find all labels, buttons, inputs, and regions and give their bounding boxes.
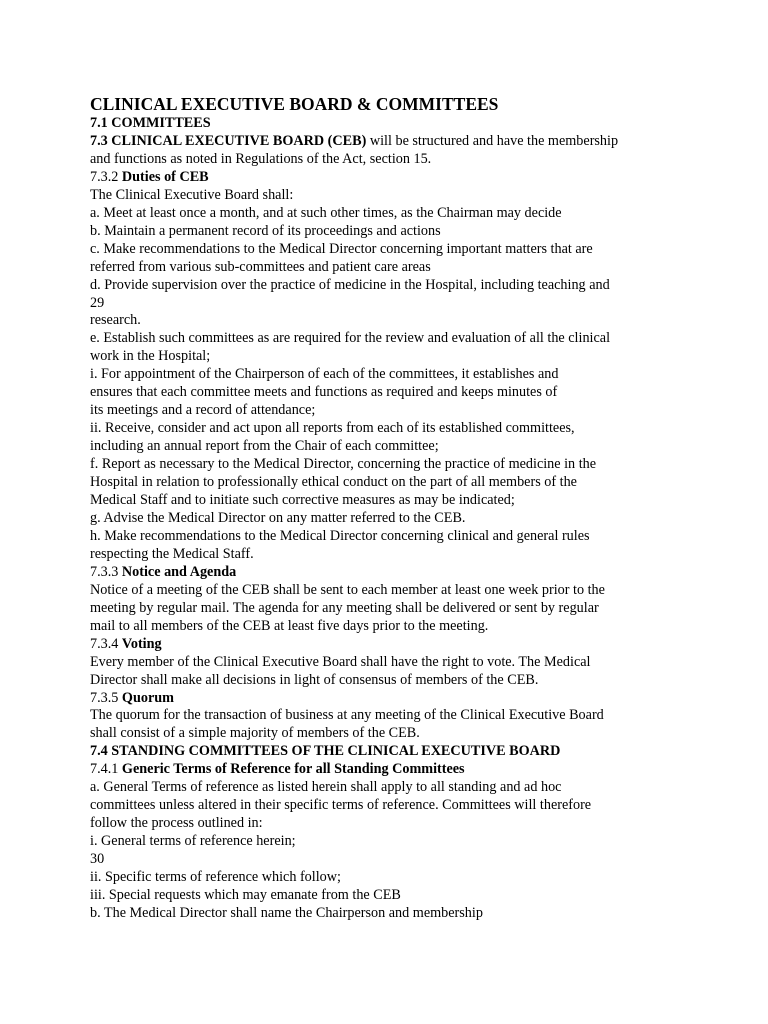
text-line xyxy=(90,833,730,851)
text-line xyxy=(90,474,730,492)
text-line xyxy=(90,456,730,474)
line-text: a. Meet at least once a month, and at such other times, as the Chairman may decide xyxy=(90,204,562,221)
text-line xyxy=(90,546,730,564)
line-text: Notice of a meeting of the CEB shall be sent to each member at least one week prior to the xyxy=(90,581,605,598)
line-text: e. Establish such committees as are required for the review and evaluation of all the clinical xyxy=(90,330,611,347)
text-line xyxy=(90,187,730,205)
text-line xyxy=(90,295,730,313)
section-heading-line xyxy=(90,169,730,187)
line-text: b. The Medical Director shall name the Chairperson and membership xyxy=(90,904,483,921)
bold-heading: 7.3 CLINICAL EXECUTIVE BOARD (CEB) xyxy=(90,132,367,149)
line-text: Every member of the Clinical Executive Board shall have the right to vote. The Medical xyxy=(90,653,591,670)
line-text: a. General Terms of reference as listed herein shall apply to all standing and ad hoc xyxy=(90,779,562,796)
text-line xyxy=(90,241,730,259)
text-line xyxy=(90,438,730,456)
line-text: g. Advise the Medical Director on any matter referred to the CEB. xyxy=(90,509,466,526)
section-heading-line xyxy=(90,761,730,779)
line-text: follow the process outlined in: xyxy=(90,815,263,832)
line-text: committees unless altered in their specific terms of reference. Committees will therefore xyxy=(90,797,592,814)
text-line xyxy=(90,259,730,277)
line-text: ii. Receive, consider and act upon all reports from each of its established committees, xyxy=(90,420,575,437)
text-line xyxy=(90,672,730,690)
text-line xyxy=(90,905,730,923)
text-line xyxy=(90,600,730,618)
text-line xyxy=(90,151,730,169)
text-line xyxy=(90,887,730,905)
line-text: Medical Staff and to initiate such corrective measures as may be indicated; xyxy=(90,492,515,509)
section-heading-line xyxy=(90,636,730,654)
bold-heading: Generic Terms of Reference for all Standing Committees xyxy=(121,761,465,778)
text-line xyxy=(90,384,730,402)
section-heading-line xyxy=(90,743,730,761)
section-number: 7.4.1 xyxy=(90,761,122,778)
text-line xyxy=(90,277,730,295)
section-number: 7.3.5 xyxy=(90,689,122,706)
line-text: f. Report as necessary to the Medical Director, concerning the practice of medicine in the xyxy=(90,456,597,473)
section-number: 7.3.2 xyxy=(90,168,122,185)
line-text: respecting the Medical Staff. xyxy=(90,545,254,562)
bold-heading: Quorum xyxy=(121,689,174,706)
text-line xyxy=(90,510,730,528)
line-text: c. Make recommendations to the Medical Director concerning important matters that are xyxy=(90,240,593,257)
line-text: The quorum for the transaction of business at any meeting of the Clinical Executive Board xyxy=(90,707,604,724)
line-text: will be structured and have the membership xyxy=(366,132,619,149)
line-text: ensures that each committee meets and functions as required and keeps minutes of xyxy=(90,384,558,401)
text-line xyxy=(90,492,730,510)
line-text: including an annual report from the Chair of each committee; xyxy=(90,438,439,455)
line-text: referred from various sub-committees and patient care areas xyxy=(90,258,431,275)
line-text: i. For appointment of the Chairperson of each of the committees, it establishes and xyxy=(90,366,559,383)
text-line xyxy=(90,366,730,384)
section-heading-line xyxy=(90,564,730,582)
document-page xyxy=(90,94,730,923)
text-line xyxy=(90,528,730,546)
text-line xyxy=(90,402,730,420)
line-text: shall consist of a simple majority of members of the CEB. xyxy=(90,725,420,742)
line-text: Hospital in relation to professionally ethical conduct on the part of all members of the xyxy=(90,474,577,491)
text-line xyxy=(90,869,730,887)
text-line xyxy=(90,618,730,636)
text-line xyxy=(90,223,730,241)
text-line xyxy=(90,582,730,600)
text-line xyxy=(90,851,730,869)
text-line xyxy=(90,797,730,815)
line-text: i. General terms of reference herein; xyxy=(90,833,296,850)
text-line xyxy=(90,654,730,672)
text-line xyxy=(90,815,730,833)
line-text: 30 xyxy=(90,851,105,868)
text-line xyxy=(90,779,730,797)
text-line xyxy=(90,330,730,348)
section-heading-line xyxy=(90,690,730,708)
text-line xyxy=(90,707,730,725)
line-text: The Clinical Executive Board shall: xyxy=(90,186,294,203)
line-text: h. Make recommendations to the Medical Director concerning clinical and general rules xyxy=(90,527,590,544)
text-line xyxy=(90,348,730,366)
bold-heading: 7.1 COMMITTEES xyxy=(90,115,211,131)
section-number: 7.3.4 xyxy=(90,635,122,652)
line-text: its meetings and a record of attendance; xyxy=(90,402,316,419)
text-line xyxy=(90,725,730,743)
text-line xyxy=(90,312,730,330)
section-heading-line xyxy=(90,133,730,151)
line-text: b. Maintain a permanent record of its proceedings and actions xyxy=(90,222,441,239)
text-line xyxy=(90,420,730,438)
line-text: and functions as noted in Regulations of the Act, section 15. xyxy=(90,150,432,167)
line-text: Director shall make all decisions in light of consensus of members of the CEB. xyxy=(90,671,539,688)
document-title: CLINICAL EXECUTIVE BOARD & COMMITTEES xyxy=(90,94,499,114)
line-text: meeting by regular mail. The agenda for any meeting shall be delivered or sent by regular xyxy=(90,599,599,616)
line-text: mail to all members of the CEB at least five days prior to the meeting. xyxy=(90,617,489,634)
section-number: 7.3.3 xyxy=(90,563,122,580)
bold-heading: 7.4 STANDING COMMITTEES OF THE CLINICAL EXECUTIVE BOARD xyxy=(90,743,561,760)
line-text: 29 xyxy=(90,294,105,311)
bold-heading: Notice and Agenda xyxy=(121,563,237,580)
line-text: work in the Hospital; xyxy=(90,348,211,365)
line-text: ii. Specific terms of reference which follow; xyxy=(90,869,341,886)
bold-heading: Duties of CEB xyxy=(121,168,209,185)
text-line xyxy=(90,205,730,223)
line-text: iii. Special requests which may emanate from the CEB xyxy=(90,886,401,903)
bold-heading: Voting xyxy=(121,635,162,652)
line-text: d. Provide supervision over the practice of medicine in the Hospital, including teaching and xyxy=(90,276,610,293)
section-heading-line xyxy=(90,115,730,133)
line-text: research. xyxy=(90,312,141,329)
document-body xyxy=(90,115,730,923)
